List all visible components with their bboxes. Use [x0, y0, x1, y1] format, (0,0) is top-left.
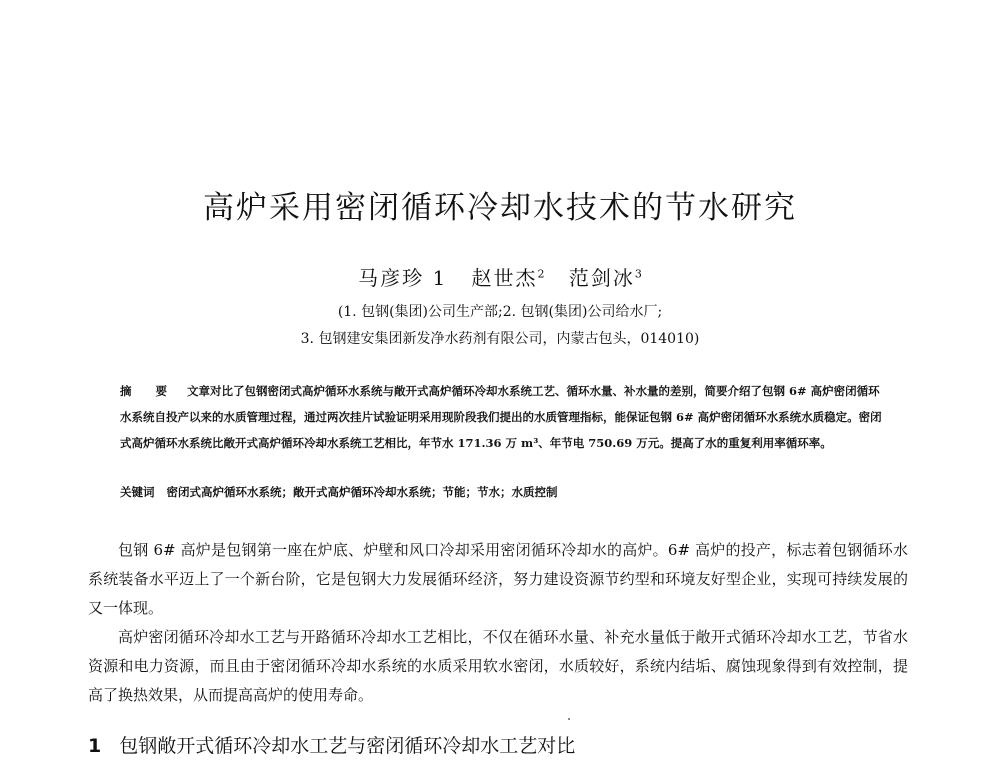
keywords-block [120, 482, 885, 502]
body-text [88, 536, 908, 710]
keywords-label: 关键词 [120, 485, 155, 499]
abstract-label: 摘 要 [120, 384, 178, 398]
scan-speck [568, 718, 570, 720]
affiliation-line-1: (1. 包钢(集团)公司生产部;2. 包钢(集团)公司给水厂; [337, 304, 663, 320]
author-1 [358, 266, 447, 290]
author-name: 马彦珍 [358, 266, 425, 290]
body-paragraph-2: 高炉密闭循环冷却水工艺与开路循环冷却水工艺相比，不仅在循环水量、补充水量低于敞开式循环冷却水工艺，节省水资源和电力资源，而且由于密闭循环冷却水系统的水质采用软水密闭，水质较好，系统内结垢、腐蚀现象得到有效控制，提高了换热效果，从而提高高炉的使用寿命。 [88, 628, 908, 704]
author-affiliation-mark: 3 [634, 267, 642, 281]
author-3 [569, 266, 642, 290]
author-affiliation-mark: 2 [537, 267, 545, 281]
author-affiliation-mark: 1 [432, 266, 448, 290]
keywords-text: 密闭式高炉循环水系统；敞开式高炉循环冷却水系统；节能；节水；水质控制 [166, 485, 558, 499]
author-name: 赵世杰 [471, 266, 538, 290]
abstract-text: 文章对比了包钢密闭式高炉循环水系统与敞开式高炉循环冷却水系统工艺、循环水量、补水量的差别，简要介绍了包钢 6# 高炉密闭循环水系统自投产以来的水质管理过程，通过两次挂片试验证明采用现阶段我们提出的水质管理指标，能保证包钢 6# 高炉密闭循环水系统水质稳定。密闭式高炉循环水系统比敞开式高炉循环冷却水系统工艺相比，年节水 171.36 万 m³、年节电 750.69 万元。提高了水的重复利用率循环率。 [120, 384, 882, 450]
author-name: 范剑冰 [568, 266, 635, 290]
section-title: 包钢敞开式循环冷却水工艺与密闭循环冷却水工艺对比 [119, 735, 576, 757]
body-paragraph-1: 包钢 6# 高炉是包钢第一座在炉底、炉壁和风口冷却采用密闭循环冷却水的高炉。6# 高炉的投产，标志着包钢循环水系统装备水平迈上了一个新台阶，它是包钢大力发展循环经济，努力建设资源节约型和环境友好型企业，实现可持续发展的又一体现。 [88, 541, 908, 617]
affiliation-line-2: 3. 包钢建安集团新发净水药剂有限公司，内蒙古包头，014010) [300, 331, 700, 347]
author-line [0, 262, 1000, 291]
paper-title: 高炉采用密闭循环冷却水技术的节水研究 [203, 190, 797, 226]
author-2 [472, 266, 545, 290]
section-number: 1 [88, 735, 102, 757]
abstract-block [120, 378, 885, 456]
section-heading-1 [88, 731, 575, 758]
